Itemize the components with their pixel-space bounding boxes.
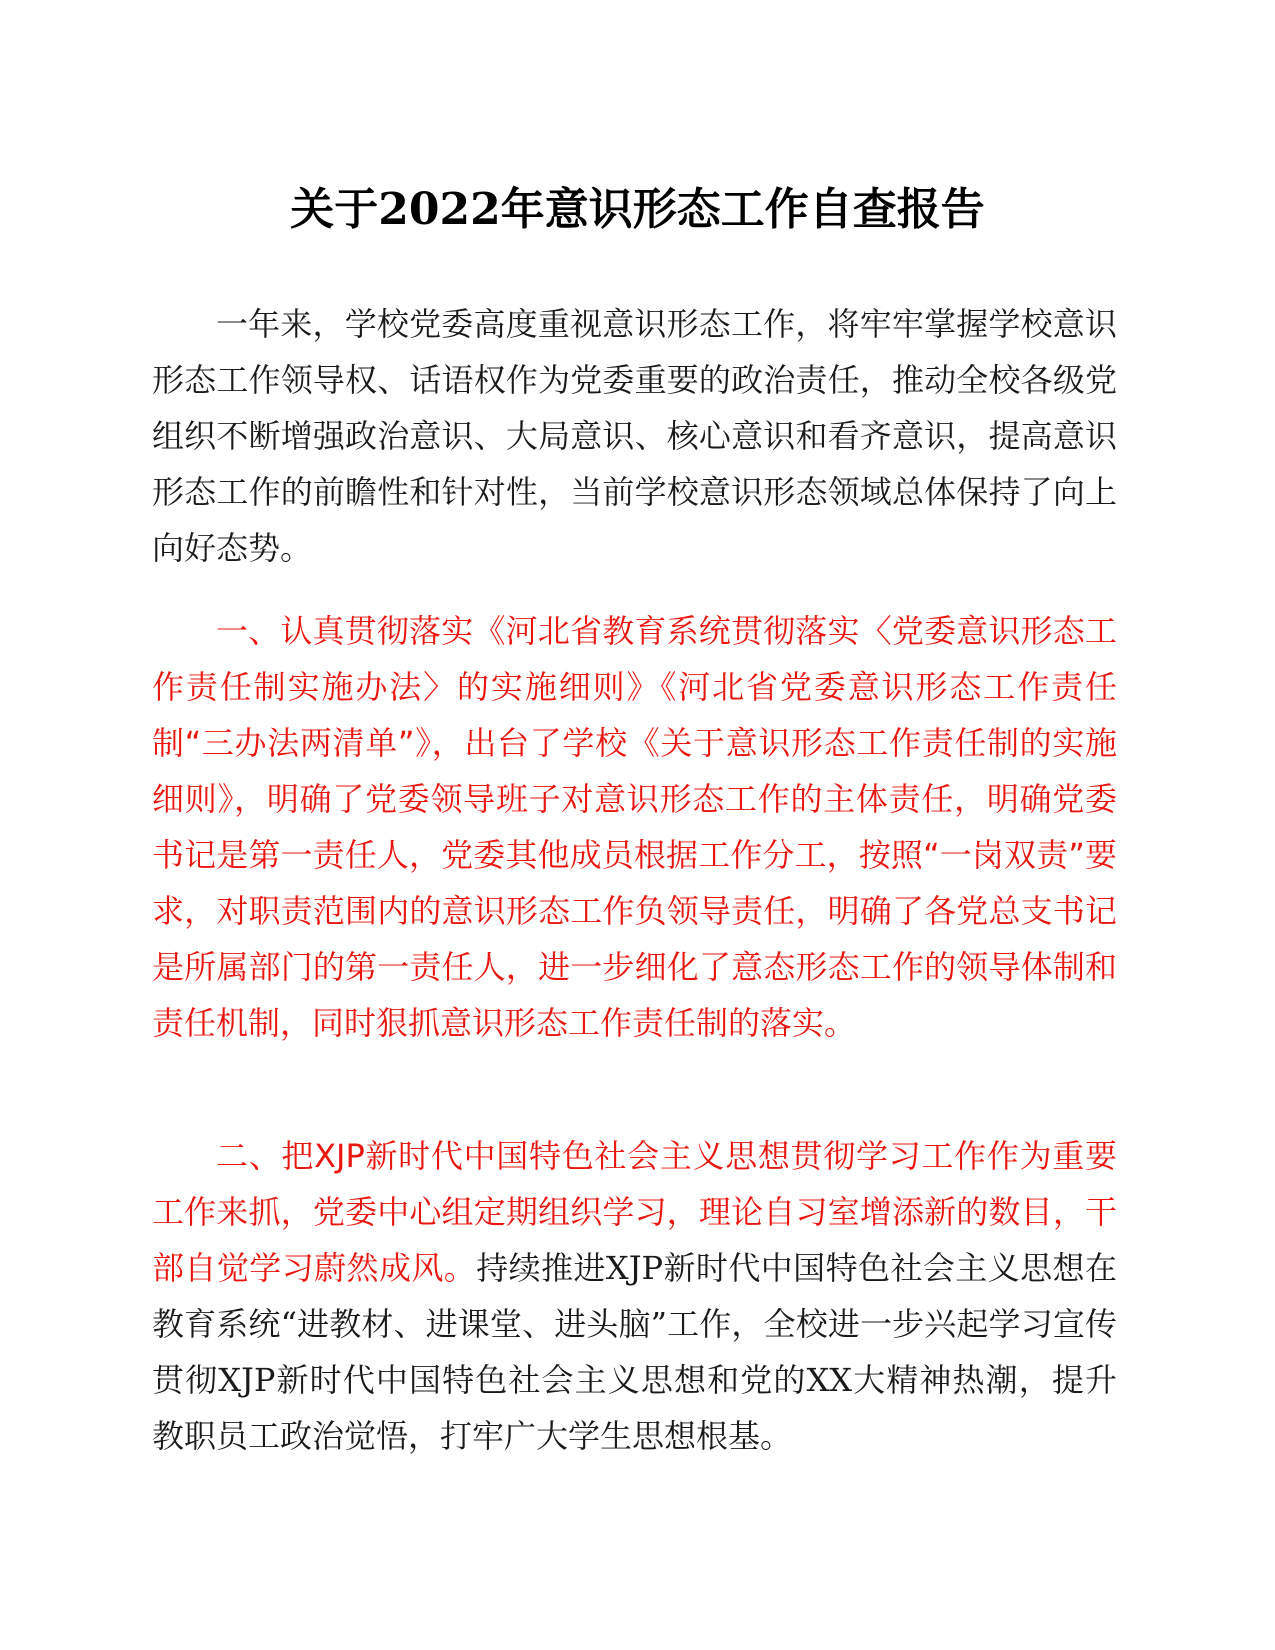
section-1-paragraph: 一、认真贯彻落实《河北省教育系统贯彻落实〈党委意识形态工作责任制实施办法〉的实施细则》《河北省党委意识形态工作责任制“三办法两清单”》，出台了学校《关于意识形态工作责任制的实施细则》，明确了党委领导班子对意识形态工作的主体责任，明确党委书记是第一责任人，党委其他成员根据工作分工，按照“一岗双责”要求，对职责范围内的意识形态工作负领导责任，明确了各党总支书记是所属部门的第一责任人，进一步细化了意态形态工作的领导体制和责任机制，同时狠抓意识形态工作责任制的落实。: [152, 612, 1117, 1042]
document-title: 关于2022年意识形态工作自查报告: [290, 184, 985, 235]
intro-paragraph: 一年来，学校党委高度重视意识形态工作，将牢牢掌握学校意识形态工作领导权、话语权作为党委重要的政治责任，推动全校各级党组织不断增强政治意识、大局意识、核心意识和看齐意识，提高意识形态工作的前瞻性和针对性，当前学校意识形态领域总体保持了向上向好态势。: [152, 305, 1117, 567]
section-2-body-text: 持续推进XJP新时代中国特色社会主义思想在教育系统“进教材、进课堂、进头脑”工作，全校进一步兴起学习宣传贯彻XJP新时代中国特色社会主义思想和党的XX大精神热潮，提升教职员工政治觉悟，打牢广大学生思想根基。: [152, 1249, 1117, 1455]
section-2-highlight-text: 二、把XJP新时代中国特色社会主义思想贯彻学习工作作为重要工作来抓，党委中心组定期组织学习，理论自习室增添新的数目，干部自觉学习蔚然成风。: [152, 1137, 1117, 1287]
section-2-paragraph: [152, 1128, 1117, 1464]
